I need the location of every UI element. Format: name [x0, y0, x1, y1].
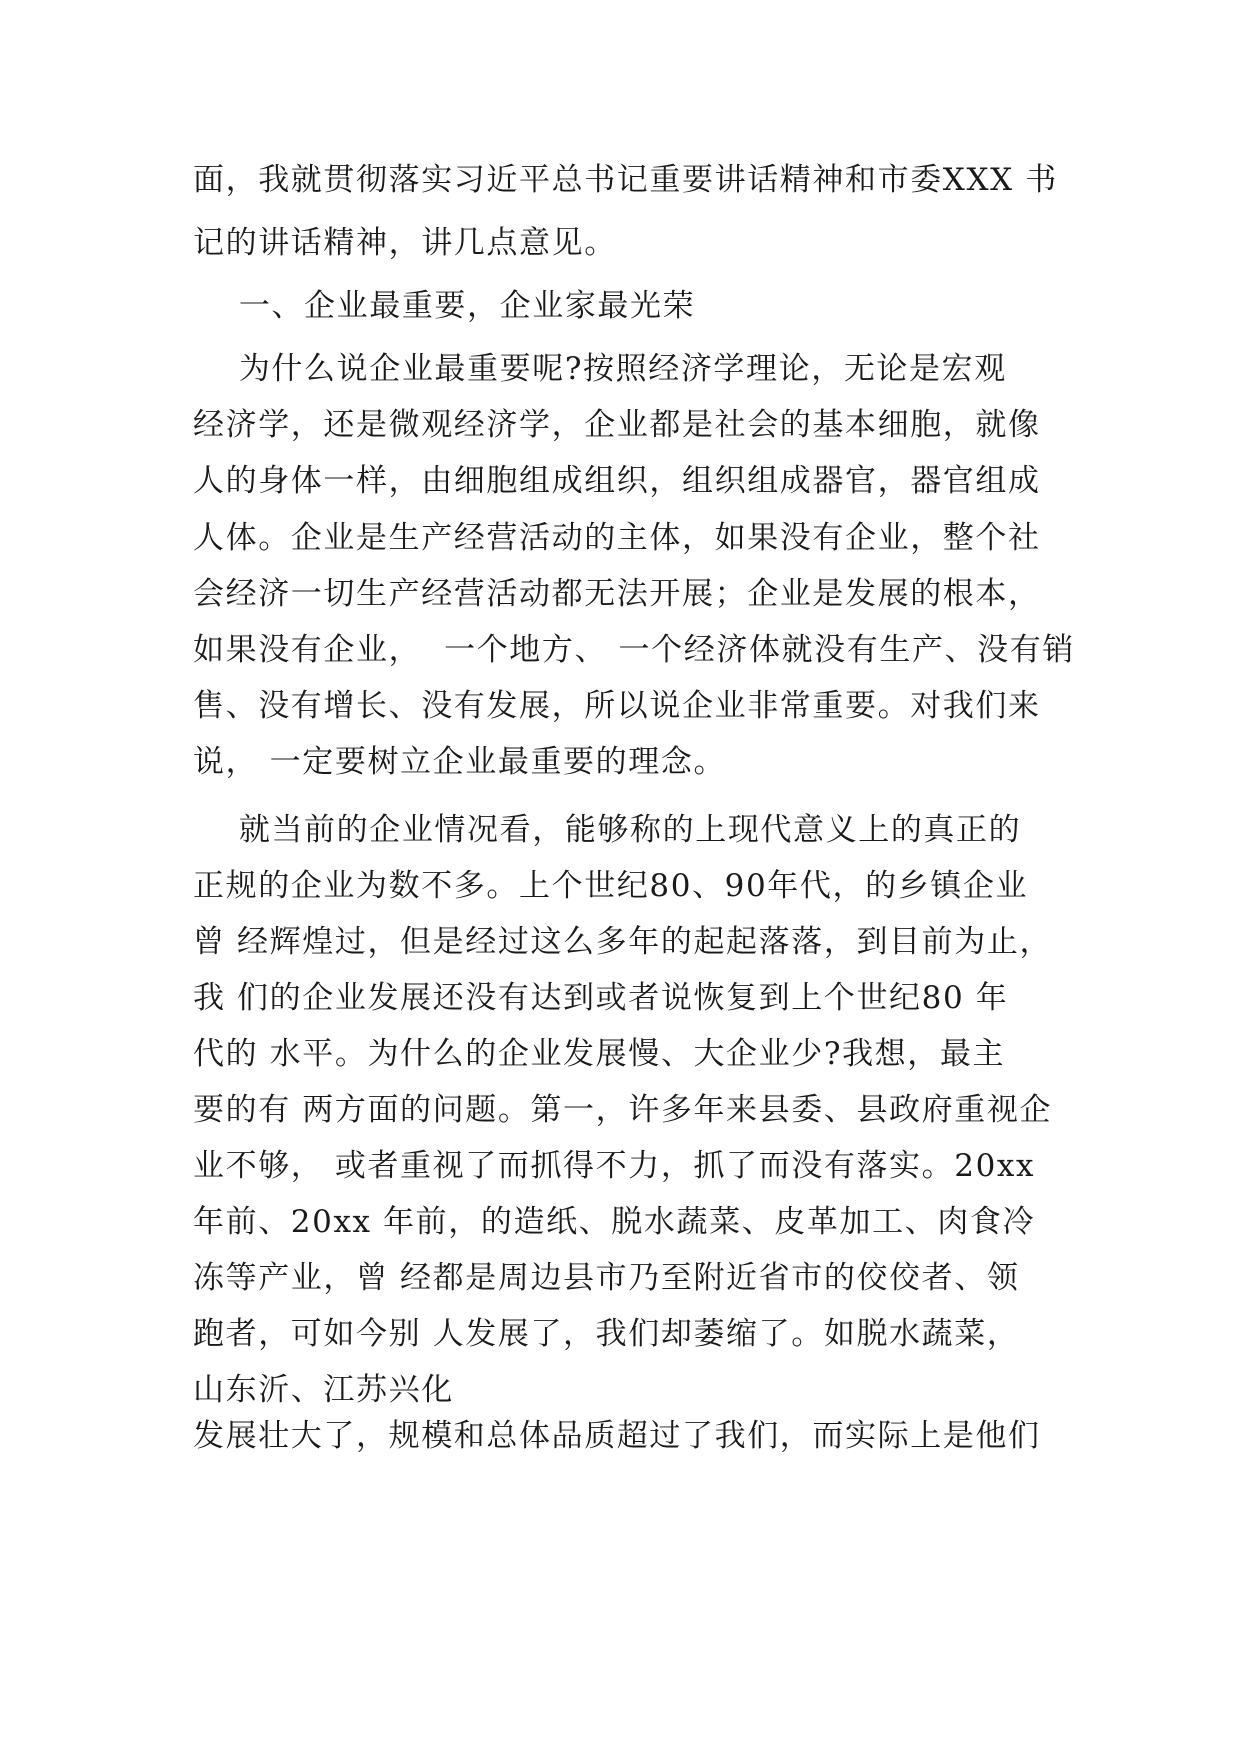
text-line-5: 经济学，还是微观经济学，企业都是社会的基本细胞，就像 — [193, 407, 1041, 443]
text-line-8: 会经济一切生产经营活动都无法开展；企业是发展的根本， — [193, 576, 1041, 612]
text-line-18: 业不够， 或者重视了而抓得不力，抓了而没有落实。20xx — [193, 1148, 1036, 1184]
text-line-2: 记的讲话精神，讲几点意见。 — [193, 225, 617, 261]
text-line-10: 售、没有增长、没有发展，所以说企业非常重要。对我们来 — [193, 688, 1041, 724]
section-heading: 一、企业最重要，企业家最光荣 — [193, 288, 696, 324]
text-line-9: 如果没有企业， 一个地方、 一个经济体就没有生产、没有销 — [193, 632, 1075, 668]
text-line-1: 面，我就贯彻落实习近平总书记重要讲话精神和市委XXX 书 — [193, 162, 1058, 198]
text-line-4: 为什么说企业最重要呢?按照经济学理论，无论是宏观 — [193, 351, 1007, 387]
text-line-7: 人体。企业是生产经营活动的主体，如果没有企业，整个社 — [193, 520, 1041, 556]
text-line-16: 代的 水平。为什么的企业发展慢、大企业少?我想，最主 — [193, 1036, 1006, 1072]
text-line-12: 就当前的企业情况看，能够称的上现代意义上的真正的 — [193, 812, 1022, 848]
text-line-19: 年前、20xx 年前，的造纸、脱水蔬菜、皮革加工、肉食冷 — [193, 1204, 1036, 1240]
text-line-21: 跑者，可如今别 人发展了，我们却萎缩了。如脱水蔬菜， — [193, 1316, 1020, 1352]
text-line-13: 正规的企业为数不多。上个世纪80、90年代，的乡镇企业 — [193, 868, 1029, 904]
text-line-20: 冻等产业，曾 经都是周边县市乃至附近省市的佼佼者、领 — [193, 1260, 1020, 1296]
text-line-22: 山东沂、江苏兴化 — [193, 1372, 454, 1408]
text-line-15: 我 们的企业发展还没有达到或者说恢复到上个世纪80 年 — [193, 980, 1009, 1016]
text-line-11: 说， 一定要树立企业最重要的理念。 — [193, 744, 727, 780]
text-line-17: 要的有 两方面的问题。第一，许多年来县委、县政府重视企 — [193, 1092, 1053, 1128]
text-line-23: 发展壮大了，规模和总体品质超过了我们，而实际上是他们 — [193, 1418, 1041, 1454]
text-line-6: 人的身体一样，由细胞组成组织，组织组成器官，器官组成 — [193, 463, 1041, 499]
text-line-14: 曾 经辉煌过，但是经过这么多年的起起落落，到目前为止， — [193, 924, 1053, 960]
